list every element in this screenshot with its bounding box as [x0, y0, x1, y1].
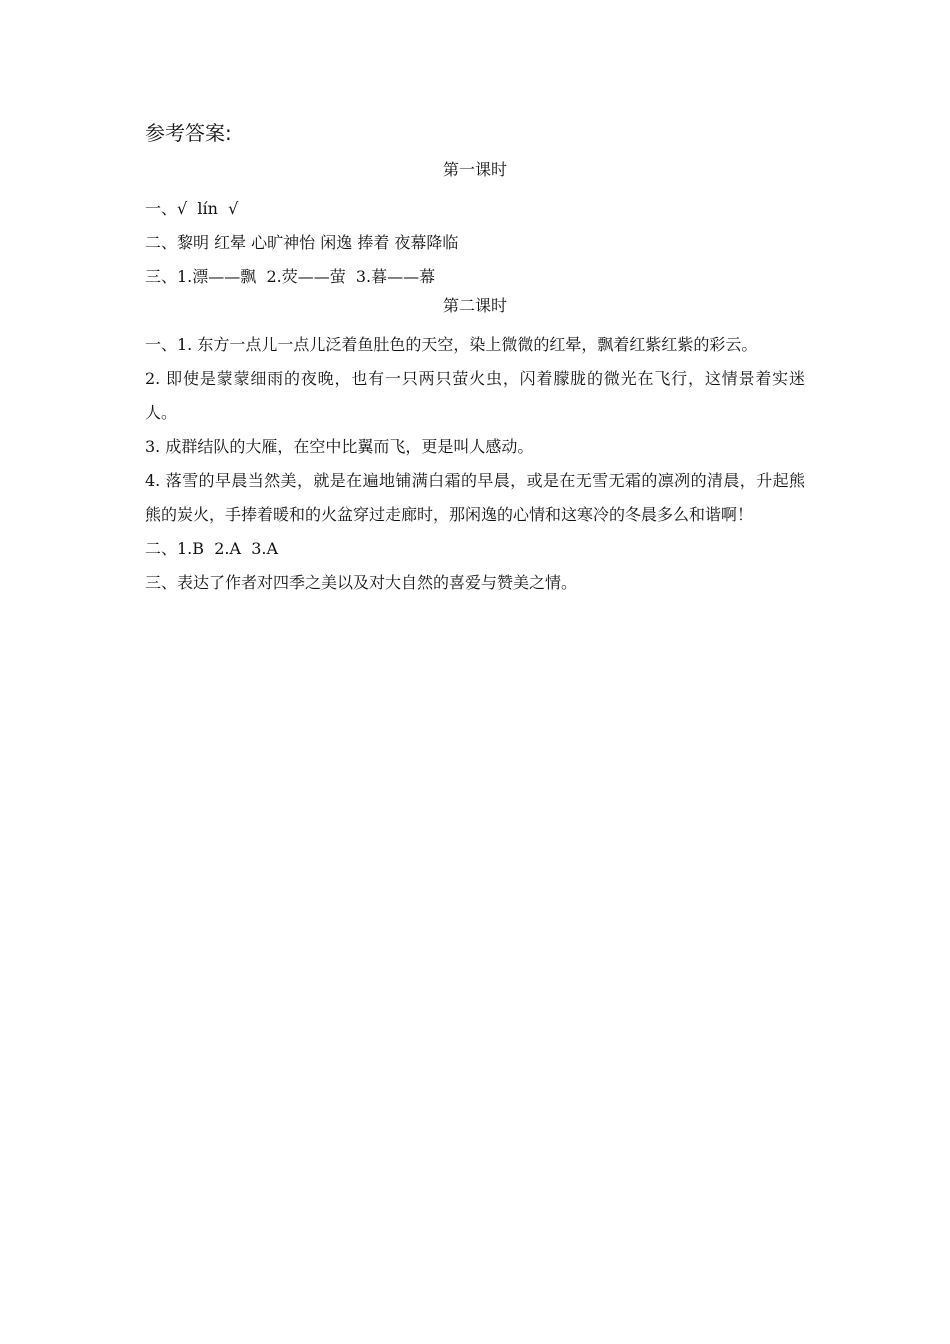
answer-sheet — [145, 118, 805, 600]
lesson-1-answer-1: 一、√ lín √ — [145, 199, 239, 218]
lesson-1-answer-2: 二、黎明 红晕 心旷神怡 闲逸 捧着 夜幕降临 — [145, 233, 459, 252]
lesson-2-answer-1: 一、1. 东方一点儿一点儿泛着鱼肚色的天空，染上微微的红晕，飘着红紫红紫的彩云。 — [145, 335, 758, 354]
lesson-1-answer-3: 三、1.漂——飘 2.荧——萤 3.暮——幕 — [145, 267, 436, 286]
lesson-1-title: 第一课时 — [442, 160, 507, 179]
lesson-2-title: 第二课时 — [442, 296, 507, 315]
lesson-2-answer-6: 三、表达了作者对四季之美以及对大自然的喜爱与赞美之情。 — [145, 573, 578, 592]
lesson-2-answer-3: 3. 成群结队的大雁，在空中比翼而飞，更是叫人感动。 — [145, 437, 534, 456]
lesson-2-answer-5: 二、1.B 2.A 3.A — [145, 539, 279, 558]
lesson-2-answer-4: 4. 落雪的早晨当然美，就是在遍地铺满白霜的早晨，或是在无雪无霜的凛冽的清晨，升起熊熊的炭火，手捧着暖和的火盆穿过走廊时，那闲逸的心情和这寒冷的冬晨多么和谐啊！ — [145, 471, 805, 524]
lesson-2-answer-2: 2. 即使是蒙蒙细雨的夜晚，也有一只两只萤火虫，闪着朦胧的微光在飞行，这情景着实迷人。 — [145, 369, 805, 422]
page-heading: 参考答案: — [145, 121, 232, 145]
